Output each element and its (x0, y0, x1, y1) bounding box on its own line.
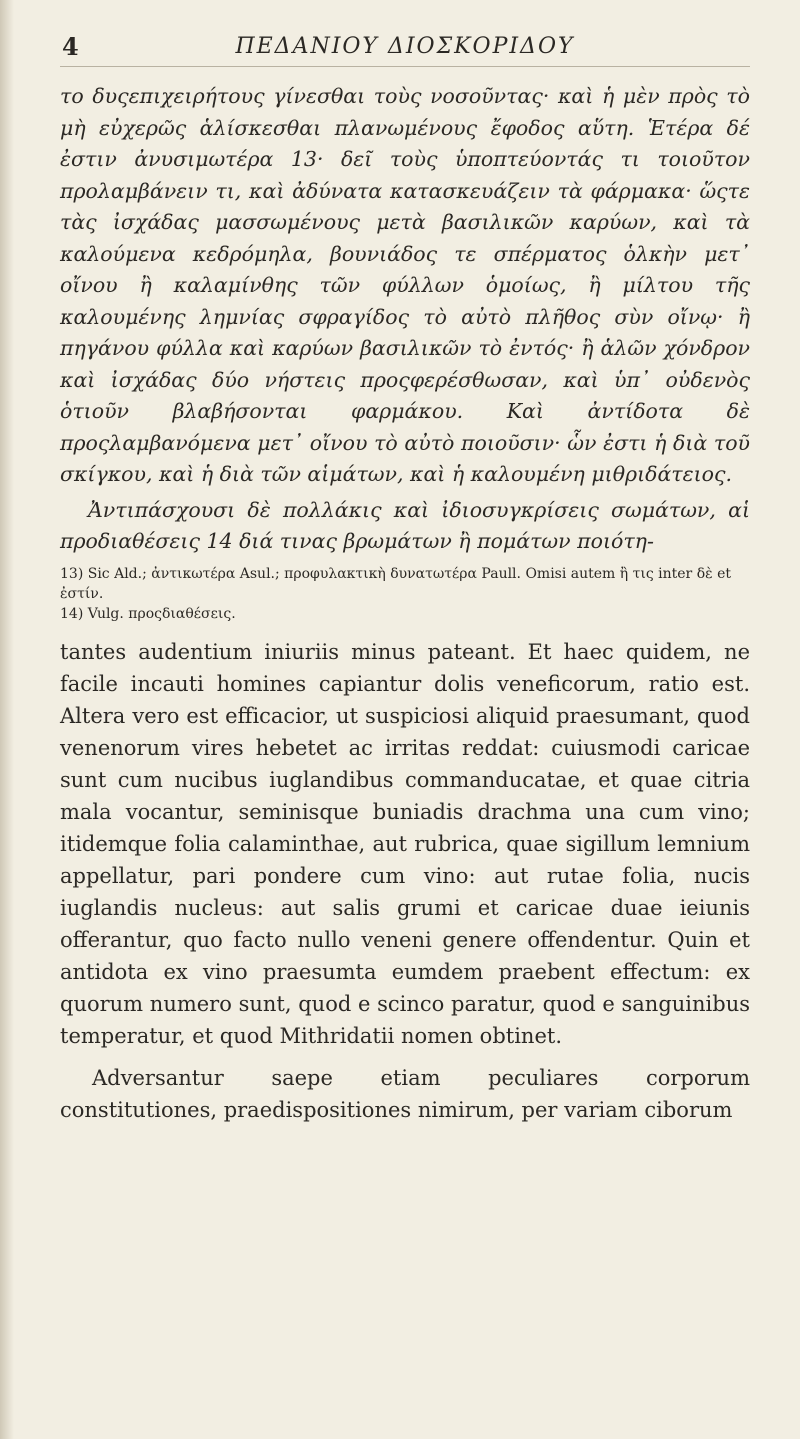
page-number: 4 (62, 32, 79, 61)
greek-paragraph: το δυςεπιχειρήτους γίνεσθαι τοὺς νοσοῦντας· καὶ ἡ μὲν πρὸς τὸ μὴ εὐχερῶς ἁλίσκεσθαι πλανωμένους ἔφοδος αὕτη. Ἑτέρα δέ ἐστιν ἀνυσιμωτέρα 13· δεῖ τοὺς ὑποπτεύοντάς τι τοιοῦτον προλαμβάνειν τι, καὶ ἀδύνατα κατασκευάζειν τὰ φάρμακα· ὥςτε τὰς ἰσχάδας μασσωμένους μετὰ βασιλικῶν καρύων, καὶ τὰ καλούμενα κεδρόμηλα, βουνιάδος τε σπέρματος ὁλκὴν μετ᾽ οἴνου ἢ καλαμίνθης τῶν φύλλων ὁμοίως, ἢ μίλτου τῆς καλουμένης λημνίας σφραγίδος τὸ αὐτὸ πλῆθος σὺν οἴνῳ· ἢ πηγάνου φύλλα καὶ καρύων βασιλικῶν τὸ ἐντός· ἢ ἁλῶν χόνδρον καὶ ἰσχάδας δύο νήστεις προςφερέσθωσαν, καὶ ὑπ᾽ οὐδενὸς ὁτιοῦν βλαβήσονται φαρμάκου. Καὶ ἀντίδοτα δὲ προςλαμβανόμενα μετ᾽ οἴνου τὸ αὐτὸ ποιοῦσιν· ὧν ἐστι ἡ διὰ τοῦ σκίγκου, καὶ ἡ διὰ τῶν αἱμάτων, καὶ ἡ καλουμένη μιθριδάτειος. (60, 84, 750, 486)
footnotes (60, 564, 750, 624)
page-header (60, 30, 750, 67)
latin-paragraph: tantes audentium iniuriis minus pateant. Et haec quidem, ne facile incauti homines capiantur dolis veneficorum, ratio est. Altera vero est efficacior, ut suspiciosi aliquid praesumant, quod venenorum vires hebetet ac irritas reddat: cuiusmodi caricae sunt cum nucibus iuglandibus commanducatae, et quae citria mala vocantur, seminisque buniadis drachma una cum vino; itidemque folia calaminthae, aut rubrica, quae sigillum lemnium appellatur, pari pondere cum vino: aut rutae folia, nucis iuglandis nucleus: aut salis grumi et caricae duae ieiunis offerantur, quo facto nullo veneni genere offendentur. Quin et antidota ex vino praesumta eumdem praebent effectum: ex quorum numero sunt, quod e scinco paratur, quod e sanguinibus temperatur, et quod Mithridatii nomen obtinet. (60, 639, 750, 1048)
greek-text-block (60, 81, 750, 558)
book-spine-shadow (0, 0, 14, 1439)
latin-translation-block (60, 636, 750, 1126)
running-title: ΠΕΔΑΝΙΟΥ ΔΙΟΣΚΟΡΙΔΟΥ (235, 34, 575, 59)
book-page (60, 30, 750, 1420)
footnote: 14) Vulg. προςδιαθέσεις. (60, 605, 236, 622)
latin-paragraph: Adversantur saepe etiam peculiares corporum constitutiones, praedispositiones nimirum, per variam ciborum (60, 1065, 750, 1122)
greek-paragraph: Ἀντιπάσχουσι δὲ πολλάκις καὶ ἰδιοσυγκρίσεις σωμάτων, αἱ προδιαθέσεις 14 διά τινας βρωμάτων ἢ πομάτων ποιότη- (60, 497, 750, 553)
footnote: 13) Sic Ald.; ἀντικωτέρα Asul.; προφυλακτικὴ δυνατωτέρα Paull. Omisi autem ἢ τις inter δὲ et ἐστίν. (60, 565, 731, 602)
